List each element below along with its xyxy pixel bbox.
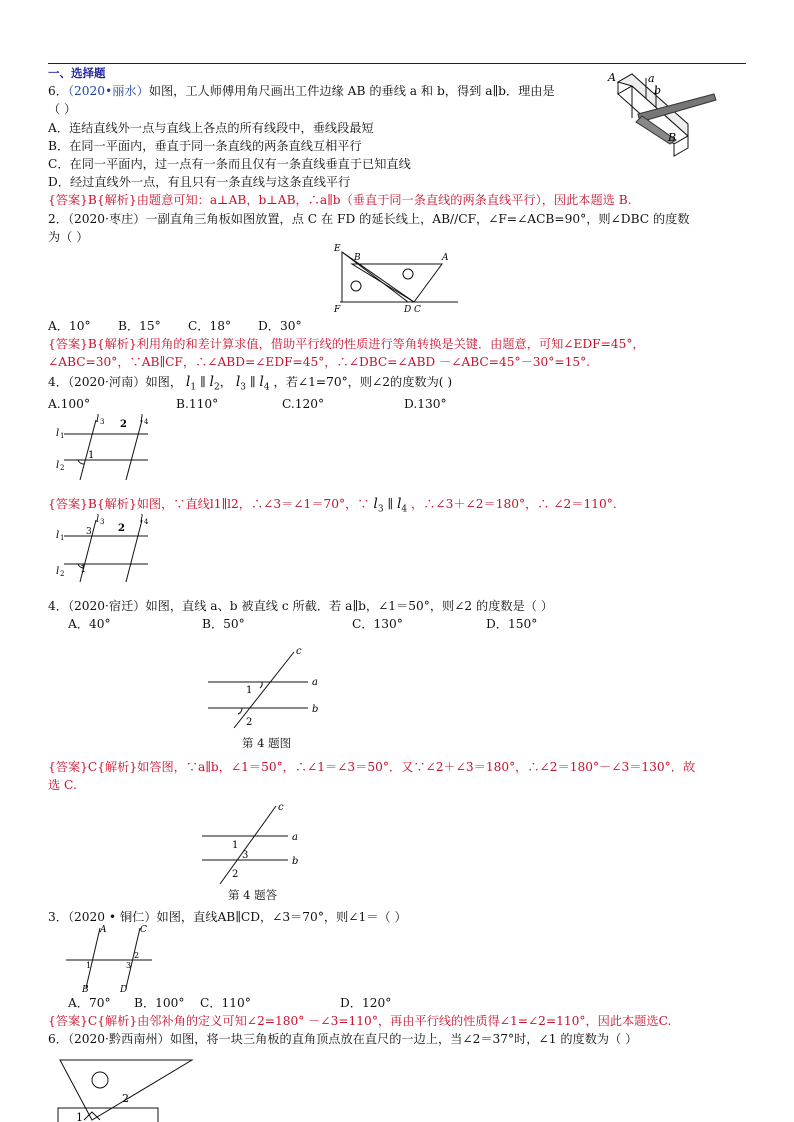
q3-answer-l4: l — [396, 496, 402, 512]
q3-ans-fig-l2: l — [56, 566, 60, 577]
q2-figure — [330, 240, 460, 316]
q3-option-c: C.120° — [282, 397, 325, 411]
q3-parallel-1: ∥ — [200, 375, 206, 389]
q3-ans-fig-angle-2: 2 — [118, 523, 125, 534]
q3-ans-fig-l1-sub: 1 — [60, 534, 65, 542]
q5-fig-angle-1: 1 — [86, 961, 92, 970]
q3-answer-l3-sub: 3 — [377, 504, 384, 515]
q5-option-b: B．100° — [134, 996, 185, 1010]
q3-ans-fig-l1: l — [56, 530, 60, 541]
q3-fig-l1-sub: 1 — [60, 432, 65, 440]
q2-fig-label-b: B — [354, 253, 361, 263]
q2-option-a: A．10° — [48, 319, 91, 333]
q4-fig-label-c: c — [296, 646, 302, 657]
q3-parallel-2: ∥ — [249, 375, 256, 389]
q5-fig-angle-3: 3 — [126, 961, 132, 970]
q3-comma: ， — [219, 375, 232, 389]
q2-fig-label-e: E — [334, 244, 341, 254]
q5-fig-label-c: C — [140, 925, 147, 935]
q3-l3-sub: 3 — [240, 382, 247, 393]
q6-fig-angle-1: 1 — [76, 1111, 83, 1122]
q3-ans-fig-l4: l — [140, 514, 144, 525]
q2-option-b: B．15° — [118, 319, 161, 333]
q4-fig-angle-2: 2 — [246, 717, 253, 728]
q3-fig-l3: l — [96, 414, 100, 425]
q4-option-a: A．40° — [68, 617, 111, 631]
q4-fig-label-b: b — [312, 704, 319, 715]
q1-stem — [48, 82, 555, 100]
q3-ans-fig-angle-1: 1 — [80, 564, 87, 575]
q3-ans-fig-l4-sub: 4 — [144, 518, 149, 526]
q3-answer-figure — [56, 514, 156, 584]
q3-answer-b: ，∴∠3＋∠2＝180°，∴ ∠2＝110°. — [411, 497, 617, 511]
q4-option-d: D．150° — [486, 617, 538, 631]
q4-stem: 4．（2020·宿迁）如图，直线 a、b 被直线 c 所截．若 a∥b，∠1＝50°，则∠2 的度数是（ ） — [48, 599, 554, 613]
q3-fig-l3-sub: 3 — [100, 418, 105, 426]
q3-option-a: A.100° — [48, 397, 91, 411]
q2-option-c: C．18° — [188, 319, 232, 333]
header-rule — [48, 63, 746, 64]
q1-figure — [604, 68, 722, 166]
q4-option-b: B．50° — [202, 617, 245, 631]
q6-figure — [48, 1050, 198, 1122]
q4-ans-fig-label-b: b — [292, 856, 299, 867]
q3-fig-angle-1: 1 — [88, 450, 95, 461]
q4-answer-figure — [200, 800, 310, 884]
q6-stem: 6．（2020·黔西南州）如图，将一块三角板的直角顶点放在直尺的一边上，当∠2＝37°时，∠1 的度数为（ ） — [48, 1032, 638, 1046]
q3-l1: l — [185, 374, 191, 390]
q2-fig-label-f: F — [334, 305, 341, 315]
q3-ans-fig-angle-3: 3 — [86, 527, 92, 537]
q2-answer-1: {答案}B{解析}利用角的和差计算求值，借助平行线的性质进行等角转换是关键．由题意，可知∠EDF=45°， — [48, 337, 645, 351]
q4-fig-label-a: a — [312, 677, 318, 688]
q3-fig-l2-sub: 2 — [60, 464, 65, 472]
q3-ans-fig-l3-sub: 3 — [100, 518, 105, 526]
q4-answer-2: 选 C. — [48, 778, 77, 792]
q3-fig-angle-2: 2 — [120, 419, 127, 430]
q4-fig-angle-1: 1 — [246, 685, 253, 696]
q5-fig-angle-2: 2 — [134, 951, 140, 960]
q1-option-a: A．连结直线外一点与直线上各点的所有线段中，垂线段最短 — [48, 121, 374, 135]
q3-l2-sub: 2 — [214, 382, 220, 393]
q3-l4-sub: 4 — [263, 382, 270, 393]
q5-option-c: C．110° — [200, 996, 251, 1010]
q2-stem: 2．（2020·枣庄）一副直角三角板如图放置，点 C 在 FD 的延长线上，AB//CF，∠F=∠ACB=90°，则∠DBC 的度数 — [48, 212, 690, 226]
q2-stem-2: 为（ ） — [48, 230, 89, 244]
q3-option-d: D.130° — [404, 397, 447, 411]
q3-stem — [48, 373, 452, 396]
q6-fig-angle-2: 2 — [122, 1092, 129, 1105]
q1-option-c: C．在同一平面内，过一点有一条而且仅有一条直线垂直于已知直线 — [48, 157, 411, 171]
q3-stem-a: 4．（2020·河南）如图， — [48, 375, 183, 389]
q4-figure — [204, 644, 334, 730]
q3-figure — [56, 414, 156, 484]
q2-answer-2: ∠ABC=30°，∵AB∥CF，∴∠ABD=∠EDF=45°，∴∠DBC=∠ABD －∠ABC=45°－30°=15°. — [48, 355, 591, 369]
q5-option-a: A．70° — [68, 996, 111, 1010]
q3-l3: l — [235, 374, 241, 390]
q1-paren: （ ） — [48, 102, 77, 116]
q1-fig-label-a-upper: A — [608, 71, 616, 84]
q3-l4: l — [259, 374, 264, 390]
section-title: 一、选择题 — [48, 66, 106, 80]
q3-fig-l2: l — [56, 460, 60, 471]
q5-option-d: D．120° — [340, 996, 392, 1010]
q1-stem-text: 如图，工人师傅用角尺画出工件边缘 AB 的垂线 a 和 b，得到 a∥b．理由是 — [148, 84, 555, 98]
q5-fig-label-b: B — [82, 985, 89, 994]
q1-option-d: D．经过直线外一点，有且只有一条直线与这条直线平行 — [48, 175, 351, 189]
q3-option-b: B.110° — [176, 397, 219, 411]
q1-fig-label-a: a — [648, 72, 655, 85]
q3-answer-l3: l — [373, 496, 378, 512]
q3-answer-parallel: ∥ — [387, 497, 394, 511]
q5-stem: 3．（2020 • 铜仁）如图，直线AB∥CD，∠3＝70°，则∠1＝（ ） — [48, 910, 407, 924]
q4-answer-1: {答案}C{解析}如答图，∵a∥b，∠1＝50°，∴∠1＝∠3＝50°．又∵∠2＋∠3＝180°，∴∠2＝180°－∠3＝130°．故 — [48, 760, 696, 774]
q4-option-c: C．130° — [352, 617, 403, 631]
q3-ans-fig-l3: l — [96, 514, 100, 525]
q5-fig-label-d: D — [120, 985, 128, 994]
q3-fig-l4: l — [140, 414, 144, 425]
q3-l2: l — [209, 374, 215, 390]
q1-option-b: B．在同一平面内，垂直于同一条直线的两条直线互相平行 — [48, 139, 362, 153]
q3-answer-l4-sub: 4 — [401, 504, 408, 515]
q4-ans-fig-label-a: a — [292, 832, 298, 843]
q3-fig-l4-sub: 4 — [144, 418, 149, 426]
q4-fig-caption: 第 4 题图 — [242, 736, 292, 750]
q5-fig-label-a: A — [100, 925, 107, 935]
q4-ans-fig-angle-1: 1 — [232, 840, 239, 851]
q2-option-d: D．30° — [258, 319, 302, 333]
q4-ans-fig-label-c: c — [278, 802, 284, 813]
q3-ans-fig-l2-sub: 2 — [60, 570, 65, 578]
q3-answer-a: {答案}B{解析}如图，∵直线l1∥l2，∴∠3＝∠1＝70°，∵ — [48, 497, 370, 511]
q3-fig-l1: l — [56, 428, 60, 439]
q3-l1-sub: 1 — [190, 382, 197, 393]
q4-ans-fig-angle-3: 3 — [242, 850, 249, 861]
q5-figure — [64, 922, 156, 994]
q1-fig-label-b-upper: B — [668, 131, 677, 144]
q4-ans-fig-angle-2: 2 — [232, 869, 239, 880]
q2-fig-label-d: D — [404, 305, 412, 315]
q5-answer: {答案}C{解析}由邻补角的定义可知∠2=180° －∠3=110°，再由平行线的性质得∠1=∠2=110°，因此本题选C. — [48, 1014, 672, 1028]
q1-number: 6． — [48, 84, 68, 98]
q2-fig-label-a: A — [442, 253, 449, 263]
q1-source: （2020•丽水） — [67, 84, 149, 98]
q3-stem-b: ，若∠1=70°，则∠2的度数为( ) — [273, 375, 453, 389]
q2-fig-label-c: C — [414, 305, 421, 315]
q1-answer: {答案}B{解析}由题意可知：a⊥AB，b⊥AB，∴a∥b（垂直于同一条直线的两条直线平行），因此本题选 B. — [48, 193, 632, 207]
q4-answer-fig-caption: 第 4 题答 — [228, 888, 278, 902]
q1-fig-label-b: b — [654, 84, 662, 97]
